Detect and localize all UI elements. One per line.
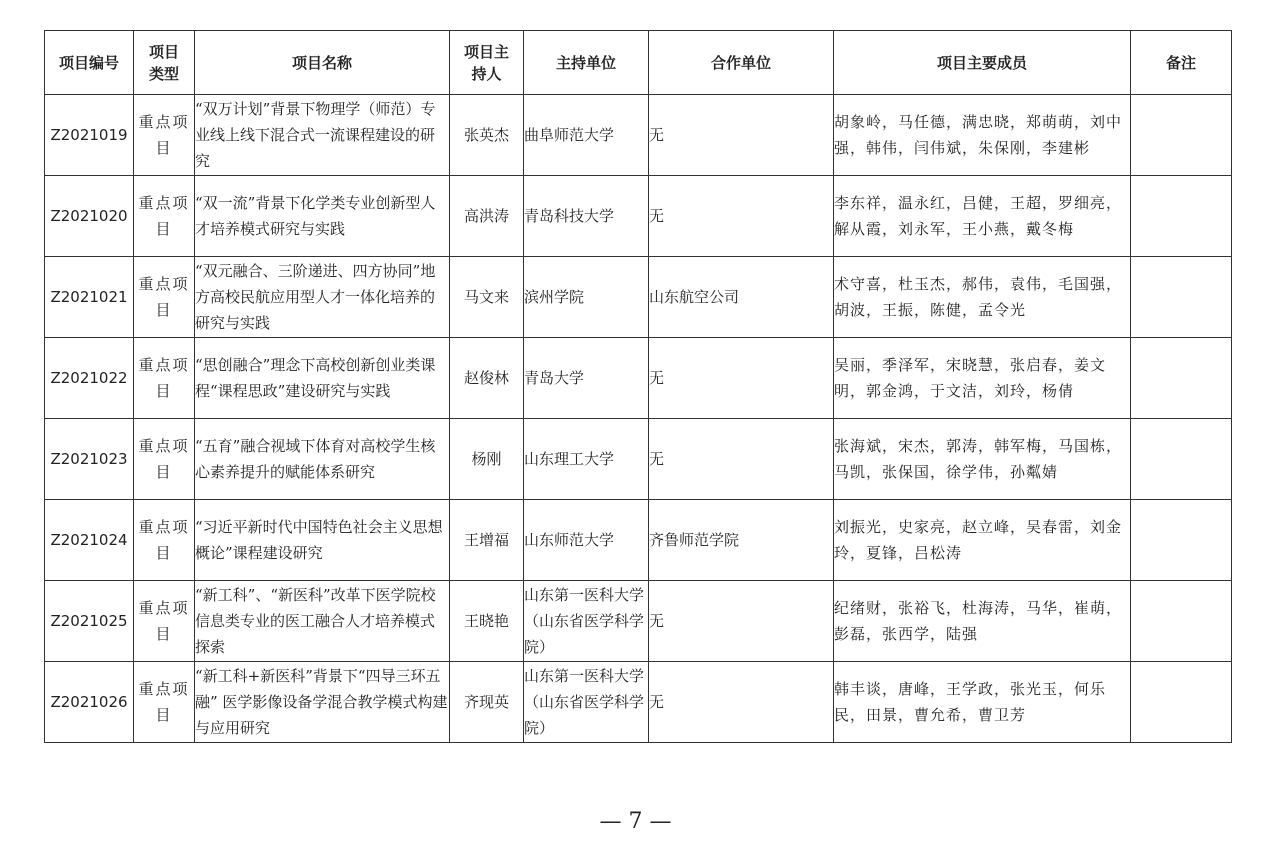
project-type: 重点项目: [134, 581, 195, 662]
project-name: “习近平新时代中国特色社会主义思想概论”课程建设研究: [195, 500, 450, 581]
project-type: 重点项目: [134, 662, 195, 743]
project-note: [1131, 581, 1232, 662]
partner-unit: 无: [649, 419, 834, 500]
project-leader: 张英杰: [450, 95, 524, 176]
host-unit: 滨州学院: [524, 257, 649, 338]
partner-unit: 无: [649, 176, 834, 257]
project-leader: 杨刚: [450, 419, 524, 500]
project-name: “思创融合”理念下高校创新创业类课程“课程思政”建设研究与实践: [195, 338, 450, 419]
project-note: [1131, 95, 1232, 176]
project-id: Z2021022: [45, 338, 134, 419]
project-name: “双一流”背景下化学类专业创新型人才培养模式研究与实践: [195, 176, 450, 257]
project-members: 李东祥，温永红，吕健，王超，罗细亮，解从霞，刘永军，王小燕，戴冬梅: [834, 176, 1131, 257]
project-name: “新工科+新医科”背景下“四导三环五融” 医学影像设备学混合教学模式构建与应用研究: [195, 662, 450, 743]
project-leader: 赵俊林: [450, 338, 524, 419]
partner-unit: 无: [649, 581, 834, 662]
header-id: 项目编号: [45, 31, 134, 95]
project-id: Z2021019: [45, 95, 134, 176]
host-unit: 青岛大学: [524, 338, 649, 419]
partner-unit: 无: [649, 662, 834, 743]
table-header-row: [45, 31, 1232, 95]
project-id: Z2021023: [45, 419, 134, 500]
project-name: “新工科”、“新医科”改革下医学院校信息类专业的医工融合人才培养模式探索: [195, 581, 450, 662]
project-members: 吴丽，季泽军，宋晓慧，张启春，姜文明，郭金鸿，于文洁，刘玲，杨倩: [834, 338, 1131, 419]
table-row: [45, 257, 1232, 338]
header-name: 项目名称: [195, 31, 450, 95]
project-members: 术守喜，杜玉杰，郝伟，袁伟，毛国强，胡波，王振，陈健，孟令光: [834, 257, 1131, 338]
project-id: Z2021021: [45, 257, 134, 338]
project-members: 刘振光，史家亮，赵立峰，吴春雷，刘金玲，夏锋，吕松涛: [834, 500, 1131, 581]
table-row: [45, 176, 1232, 257]
table-row: [45, 338, 1232, 419]
project-members: 张海斌，宋杰，郭涛，韩军梅，马国栋，马凯，张保国，徐学伟，孙粼婧: [834, 419, 1131, 500]
project-name: “双元融合、三阶递进、四方协同”地方高校民航应用型人才一体化培养的研究与实践: [195, 257, 450, 338]
project-name: “双万计划”背景下物理学（师范）专业线上线下混合式一流课程建设的研究: [195, 95, 450, 176]
project-type: 重点项目: [134, 500, 195, 581]
partner-unit: 无: [649, 95, 834, 176]
project-id: Z2021025: [45, 581, 134, 662]
partner-unit: 齐鲁师范学院: [649, 500, 834, 581]
header-partner: 合作单位: [649, 31, 834, 95]
table-row: [45, 581, 1232, 662]
project-members: 韩丰谈，唐峰，王学政，张光玉，何乐民，田景，曹允希，曹卫芳: [834, 662, 1131, 743]
project-members: 胡象岭，马任德，满忠晓，郑萌萌，刘中强，韩伟，闫伟斌，朱保刚，李建彬: [834, 95, 1131, 176]
header-note: 备注: [1131, 31, 1232, 95]
project-id: Z2021024: [45, 500, 134, 581]
host-unit: 山东理工大学: [524, 419, 649, 500]
table-row: [45, 419, 1232, 500]
project-leader: 齐现英: [450, 662, 524, 743]
host-unit: 山东师范大学: [524, 500, 649, 581]
host-unit: 曲阜师范大学: [524, 95, 649, 176]
table-row: [45, 500, 1232, 581]
project-note: [1131, 662, 1232, 743]
project-note: [1131, 419, 1232, 500]
project-name: “五育”融合视域下体育对高校学生核心素养提升的赋能体系研究: [195, 419, 450, 500]
page-number: — 7 —: [599, 809, 672, 834]
project-type: 重点项目: [134, 176, 195, 257]
partner-unit: 无: [649, 338, 834, 419]
project-leader: 马文来: [450, 257, 524, 338]
table-row: [45, 662, 1232, 743]
project-type: 重点项目: [134, 95, 195, 176]
header-members: 项目主要成员: [834, 31, 1131, 95]
host-unit: 青岛科技大学: [524, 176, 649, 257]
project-leader: 王增福: [450, 500, 524, 581]
project-type: 重点项目: [134, 338, 195, 419]
project-note: [1131, 500, 1232, 581]
project-note: [1131, 176, 1232, 257]
project-leader: 王晓艳: [450, 581, 524, 662]
host-unit: 山东第一医科大学（山东省医学科学院）: [524, 662, 649, 743]
project-note: [1131, 257, 1232, 338]
project-leader: 高洪涛: [450, 176, 524, 257]
header-unit: 主持单位: [524, 31, 649, 95]
project-table: [44, 30, 1232, 743]
project-note: [1131, 338, 1232, 419]
project-members: 纪绪财，张裕飞，杜海涛，马华，崔萌，彭磊，张西学，陆强: [834, 581, 1131, 662]
project-id: Z2021020: [45, 176, 134, 257]
header-type: 项目类型: [134, 31, 195, 95]
project-type: 重点项目: [134, 257, 195, 338]
table-row: [45, 95, 1232, 176]
project-type: 重点项目: [134, 419, 195, 500]
project-id: Z2021026: [45, 662, 134, 743]
header-leader: 项目主持人: [450, 31, 524, 95]
host-unit: 山东第一医科大学（山东省医学科学院）: [524, 581, 649, 662]
partner-unit: 山东航空公司: [649, 257, 834, 338]
